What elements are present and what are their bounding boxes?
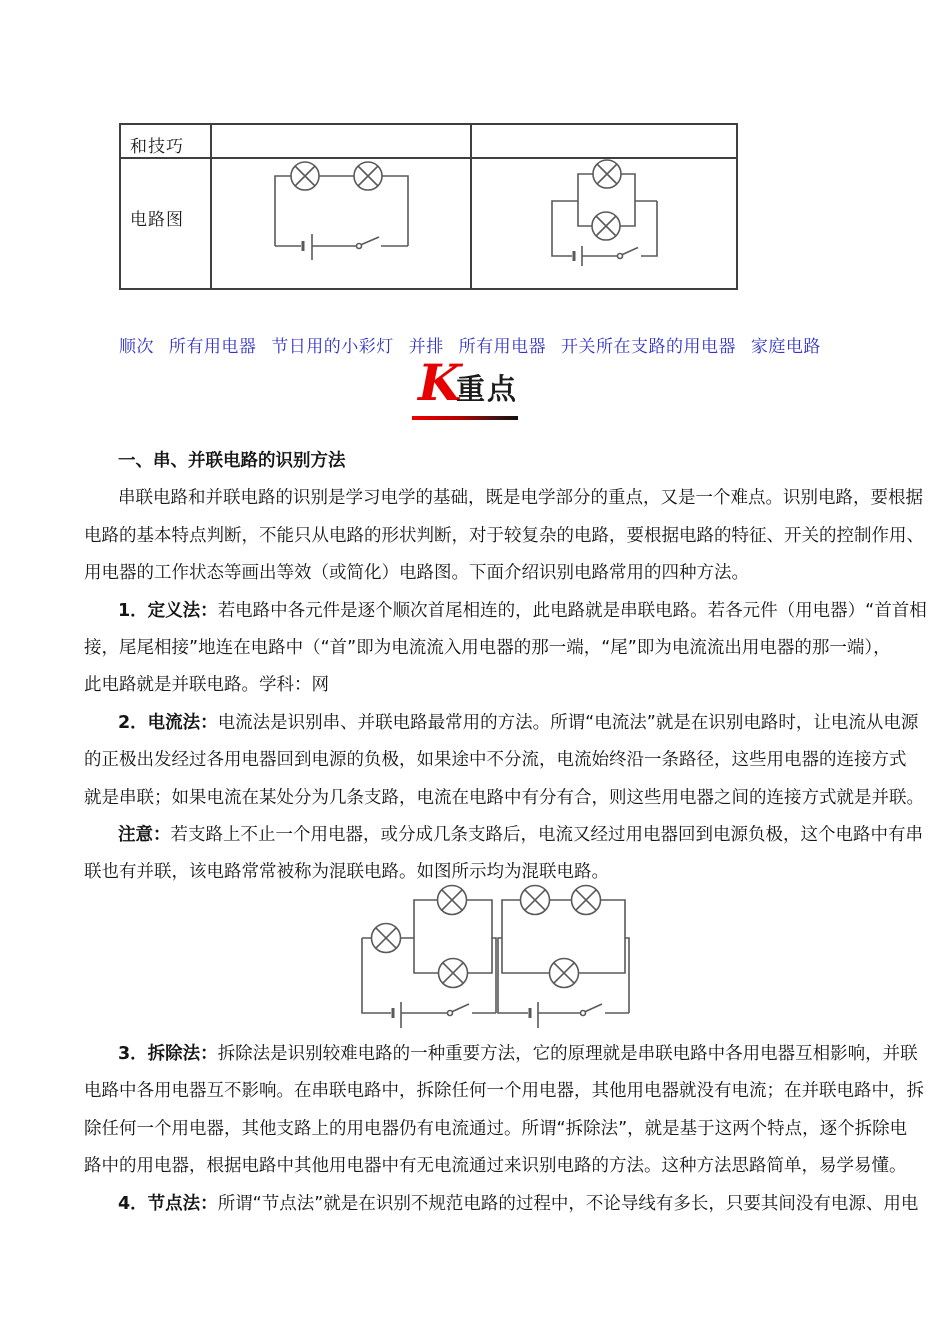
- text-line: 联也有并联，该电路常常被称为混联电路。如图所示均为混联电路。: [84, 862, 609, 882]
- key-points-banner: [410, 353, 540, 424]
- text-line: 电路中各用电器互不影响。在串联电路中，拆除任何一个用电器，其他用电器就没有电流；在并联电路中，拆: [84, 1081, 924, 1101]
- mixed-circuit-diagrams: [350, 880, 640, 1040]
- text-line: 除任何一个用电器，其他支路上的用电器仍有电流通过。所谓“拆除法”，就是基于这两个特点，逐个拆除电: [84, 1119, 908, 1139]
- text-line: 此电路就是并联电路。学科：网: [84, 675, 329, 695]
- answer-key-line: 顺次 所有用电器 节日用的小彩灯 并排 所有用电器 开关所在支路的用电器 家庭电路: [119, 337, 821, 357]
- text-line: 4．节点法：所谓“节点法”就是在识别不规范电路的过程中，不论导线有多长，只要其间没有电源、用电: [118, 1194, 919, 1214]
- text-line: 串联电路和并联电路的识别是学习电学的基础，既是电学部分的重点，又是一个难点。识别电路，要根据: [118, 488, 923, 508]
- series-circuit-diagram: [210, 157, 470, 290]
- lamp-icon: [354, 162, 382, 190]
- text-line: 3．拆除法：拆除法是识别较难电路的一种重要方法，它的原理就是串联电路中各用电器互相影响，并联: [118, 1044, 918, 1064]
- text-line: 用电器的工作状态等画出等效（或简化）电路图。下面介绍识别电路常用的四种方法。: [84, 563, 749, 583]
- lamp-icon: [439, 959, 468, 988]
- lamp-icon: [592, 212, 620, 240]
- text-line: 就是串联；如果电流在某处分为几条支路，电流在电路中有分有合，则这些用电器之间的连接方式就是并联。: [84, 788, 924, 808]
- lamp-icon: [372, 924, 401, 953]
- text-line: 1．定义法：若电路中各元件是逐个顺次首尾相连的，此电路就是串联电路。若各元件（用电器）“首首相: [118, 601, 927, 621]
- text-line: 的正极出发经过各用电器回到电源的负极，如果途中不分流，电流始终沿一条路径，这些用电器的连接方式: [84, 750, 907, 770]
- text-line: 2．电流法：电流法是识别串、并联电路最常用的方法。所谓“电流法”就是在识别电路时，让电流从电源: [118, 713, 919, 733]
- text-line: 一、串、并联电路的识别方法: [118, 451, 346, 471]
- lamp-icon: [593, 160, 621, 188]
- lamp-icon: [291, 162, 319, 190]
- text-line: 路中的用电器，根据电路中其他用电器中有无电流通过来识别电路的方法。这种方法思路简单，易学易懂。: [84, 1156, 907, 1176]
- lamp-icon: [572, 886, 601, 915]
- banner-underline: [412, 416, 518, 420]
- table-row-label-tips: 和技巧: [130, 137, 184, 157]
- k-letter: K: [418, 353, 462, 412]
- parallel-circuit-diagram: [470, 157, 738, 290]
- lamp-icon: [521, 886, 550, 915]
- text-line: 接，尾尾相接”地连在电路中（“首”即为电流流入用电器的那一端，“尾”即为电流流出用电器的那一端），: [84, 638, 891, 658]
- table-row-label-circuit-diagram: 电路图: [130, 210, 184, 230]
- text-line: 电路的基本特点判断，不能只从电路的形状判断，对于较复杂的电路，要根据电路的特征、开关的控制作用、: [84, 526, 924, 546]
- banner-title: 重点: [456, 372, 519, 406]
- lamp-icon: [550, 959, 579, 988]
- lamp-icon: [438, 886, 467, 915]
- text-line: 注意：若支路上不止一个用电器，或分成几条支路后，电流又经过用电器回到电源负极，这个电路中有串: [118, 825, 923, 845]
